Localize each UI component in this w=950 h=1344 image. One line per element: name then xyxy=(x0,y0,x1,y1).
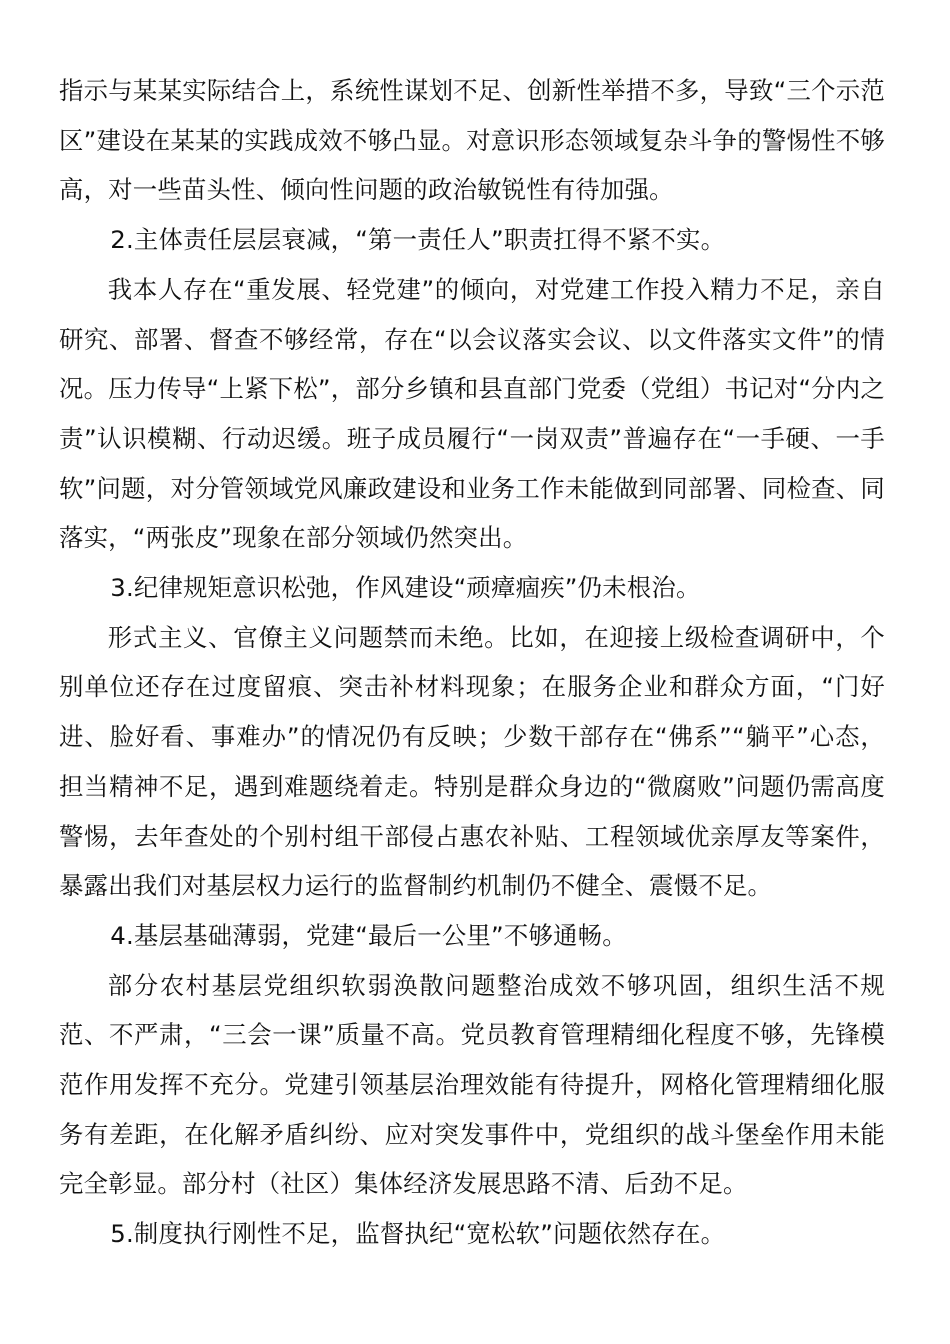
section-heading-5: 5.制度执行刚性不足，监督执纪“宽松软”问题依然存在。 xyxy=(110,1219,726,1249)
paragraph-body: 形式主义、官僚主义问题禁而未绝。比如，在迎接上级检查调研中，个别单位还存在过度留痕、突击补材料现象；在服务企业和群众方面，“门好进、脸好看、事难办”的情况仍有反映；少数干部存在“佛系”“躺平”心态，担当精神不足，遇到难题绕着走。特别是群众身边的“微腐败”问题仍需高度警惕，去年查处的个别村组干部侵占惠农补贴、工程领域优亲厚友等案件，暴露出我们对基层权力运行的监督制约机制仍不健全、震慑不足。 xyxy=(59,622,885,901)
section-heading-2: 2.主体责任层层衰减，“第一责任人”职责扛得不紧不实。 xyxy=(110,225,726,255)
section-heading-4: 4.基层基础薄弱，党建“最后一公里”不够通畅。 xyxy=(110,920,627,950)
paragraph-body: 部分农村基层党组织软弱涣散问题整治成效不够巩固，组织生活不规范、不严肃，“三会一课”质量不高。党员教育管理精细化程度不够，先锋模范作用发挥不充分。党建引领基层治理效能有待提升，网格化管理精细化服务有差距，在化解矛盾纠纷、应对突发事件中，党组织的战斗堡垒作用未能完全彰显。部分村（社区）集体经济发展思路不清、后劲不足。 xyxy=(59,970,885,1199)
paragraph-body: 我本人存在“重发展、轻党建”的倾向，对党建工作投入精力不足，亲自研究、部署、督查不够经常，存在“以会议落实会议、以文件落实文件”的情况。压力传导“上紧下松”，部分乡镇和县直部门党委（党组）书记对“分内之责”认识模糊、行动迟缓。班子成员履行“一岗双责”普遍存在“一手硬、一手软”问题，对分管领域党风廉政建设和业务工作未能做到同部署、同检查、同落实，“两张皮”现象在部分领域仍然突出。 xyxy=(59,274,885,553)
document-page xyxy=(59,66,885,1259)
paragraph-continuation: 指示与某某实际结合上，系统性谋划不足、创新性举措不多，导致“三个示范区”建设在某某的实践成效不够凸显。对意识形态领域复杂斗争的警惕性不够高，对一些苗头性、倾向性问题的政治敏锐性有待加强。 xyxy=(59,76,885,205)
section-heading-3: 3.纪律规矩意识松弛，作风建设“顽瘴痼疾”仍未根治。 xyxy=(110,573,701,603)
